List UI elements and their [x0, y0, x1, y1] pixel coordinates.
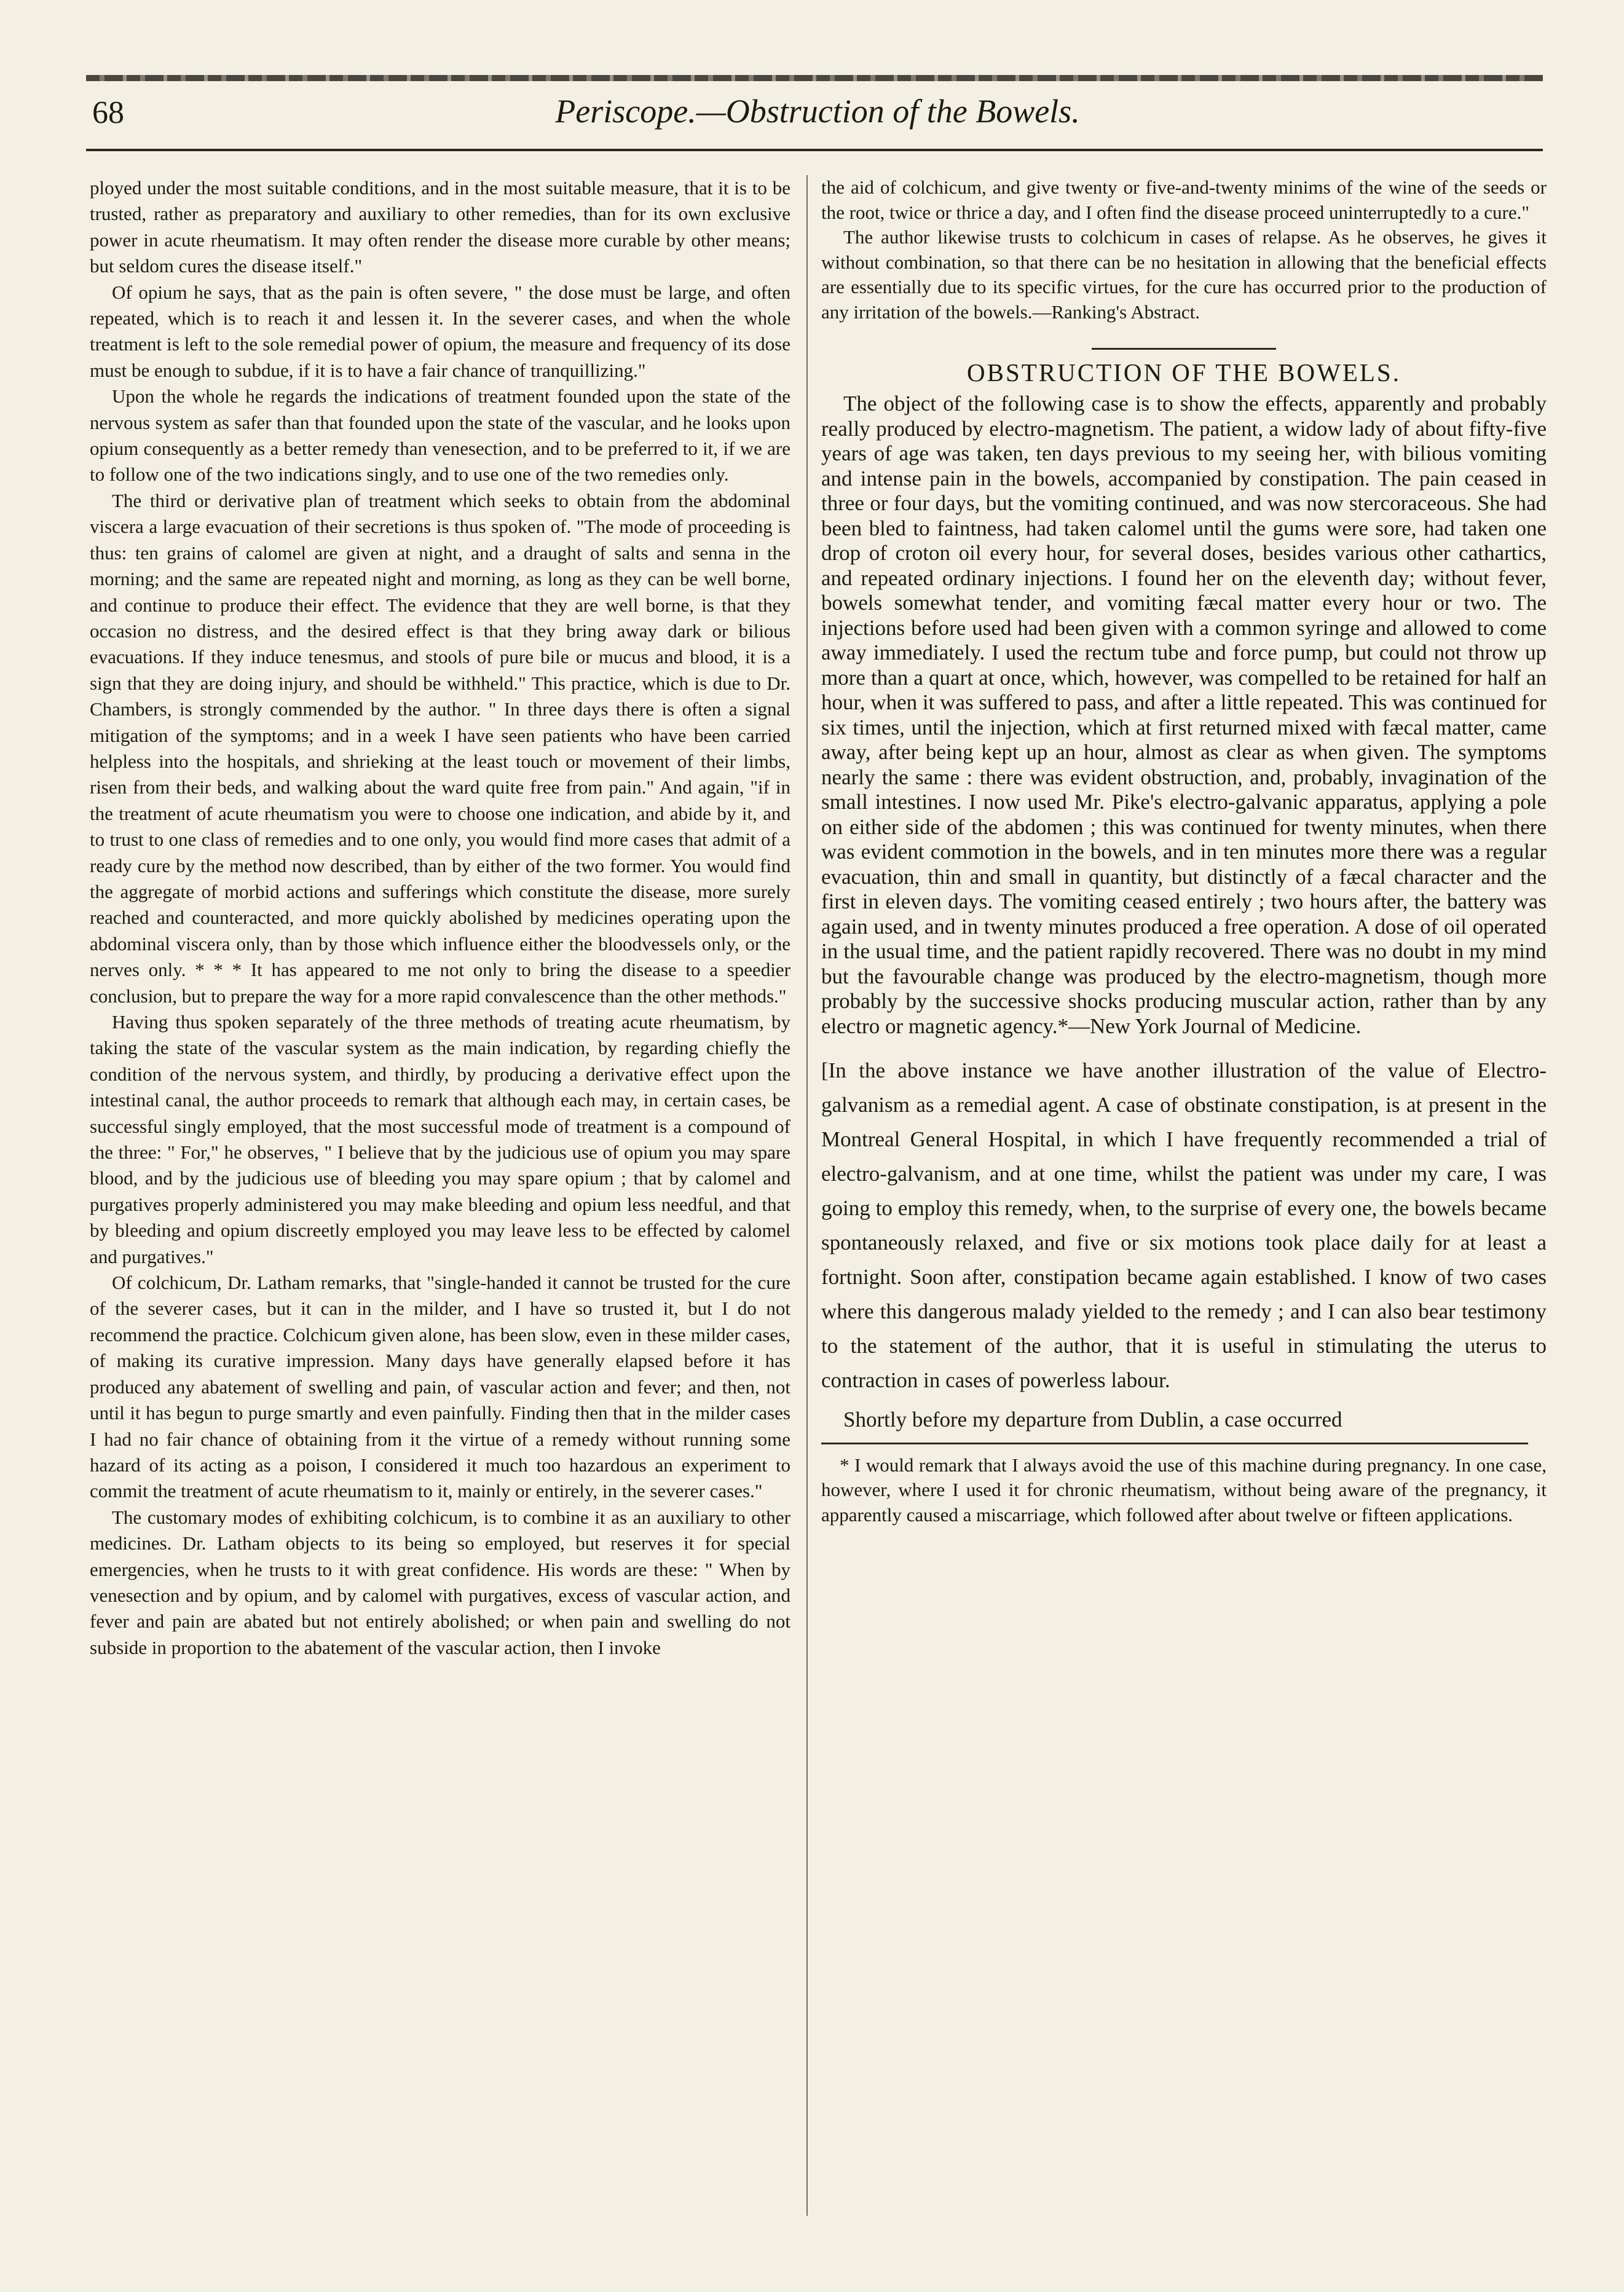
running-head: Periscope.—Obstruction of the Bowels.: [555, 93, 1080, 130]
left-paragraph: Upon the whole he regards the indications of treatment founded upon the state of the nervous system as safer than that founded upon the state of the vascular, and he looks upon opium consequently as a better remedy than venesection, and to be preferred to it, if we are to follow one of the two indications singly, and to use one of the two remedies only.: [90, 385, 790, 486]
column-divider: [806, 175, 808, 2216]
continuation-paragraph: [821, 1408, 1547, 1433]
right-paragraph: The author likewise trusts to colchicum in cases of relapse. As he observes, he gives it without combination, so that there can be no hesitation in allowing that the beneficial effects are essentially due to its specific virtues, for the cure has occurred prior to the production of any irritation of the bowels.—Ranking's Abstract.: [821, 226, 1547, 323]
right-column: [821, 175, 1547, 1527]
section-body: The object of the following case is to show the effects, apparently and probably really produced by electro-magnetism. The patient, a widow lady of about fifty-five years of age was taken, ten days previous to my seeing her, with bilious vomiting and intense pain in the bowels, accompanied by constipation. The pain ceased in three or four days, but the vomiting continued, and was now stercoraceous. She had been bled to faintness, had taken calomel until the gums were sore, had taken one drop of croton oil every hour, for several doses, besides various other cathartics, and repeated ordinary injections. I found her on the eleventh day; without fever, bowels somewhat tender, and vomiting fæcal matter every hour or two. The injections before used had been given with a common syringe and allowed to come away immediately. I used the rectum tube and force pump, but could not throw up more than a quart at once, which, however, was compelled to be retained for half an hour, when it was suffered to pass, and after a little repeated. This was continued for six times, until the injection, which at first returned mixed with fæcal matter, came away, after being kept up an hour, almost as clear as when given. The symptoms nearly the same : there was evident obstruction, and, probably, invagination of the small intestines. I now used Mr. Pike's electro-galvanic apparatus, applying a pole on either side of the abdomen ; this was continued for twenty minutes, when there was evident commotion in the bowels, and in ten minutes more there was a regular evacuation, thin and small in quantity, but distinctly of a fæcal character and the first in eleven days. The vomiting ceased entirely ; two hours after, the battery was again used, and in twenty minutes produced a free operation. A dose of oil operated in the usual time, and the patient rapidly recovered. There was no doubt in my mind but the favourable change was produced by the electro-magnetism, though more probably by the successive shocks producing muscular action, rather than by any electro or magnetic agency.*—New York Journal of Medicine.: [821, 392, 1547, 1038]
section-rule: [1092, 348, 1276, 350]
top-ornamental-rule: [86, 75, 1543, 81]
left-paragraph: Having thus spoken separately of the three methods of treating acute rheumatism, by taking the state of the vascular system as the main indication, by regarding chiefly the condition of the nervous system, and thirdly, by producing a derivative effect upon the intestinal canal, the author proceeds to remark that although each may, in certain cases, be successful singly employed, that the most successful mode of treatment is a compound of the three: " For," he observes, " I believe that by the judicious use of opium you may spare blood, and by the judicious use of bleeding you may spare opium ; that by calomel and purgatives properly administered you may make bleeding and opium less needful, and that by bleeding and opium discreetly employed you may leave less to be effected by calomel and purgatives.": [90, 1011, 790, 1267]
left-paragraph: Of opium he says, that as the pain is often severe, " the dose must be large, and often repeated, which is to reach it and lessen it. In the severer cases, and when the whole treatment is left to the sole remedial power of opium, the measure and frequency of its dose must be enough to subdue, if it is to have a fair chance of tranquillizing.": [90, 281, 790, 381]
right-paragraph: the aid of colchicum, and give twenty or five-and-twenty minims of the wine of the seeds or the root, twice or thrice a day, and I often find the disease proceed uninterruptedly to a cure.": [821, 176, 1547, 223]
left-paragraph: The customary modes of exhibiting colchicum, is to combine it as an auxiliary to other medicines. Dr. Latham objects to its being so employed, but reserves it for special emergencies, when he trusts to it with great confidence. His words are these: " When by venesection and by opium, and by calomel with purgatives, excess of vascular action, and fever and pain are abated but not entirely abolished; or when pain and swelling do not subside in proportion to the abatement of the vascular action, then I invoke: [90, 1506, 790, 1658]
page-header: [92, 92, 1543, 148]
editor-note: [821, 1053, 1547, 1398]
footnote-rule: [821, 1443, 1528, 1444]
left-paragraph: The third or derivative plan of treatment which seeks to obtain from the abdominal viscera a large evacuation of their secretions is thus spoken of. "The mode of proceeding is thus: ten grains of calomel are given at night, and a draught of salts and senna in the morning; and the same are repeated night and morning, as long as they can be well borne, and continue to produce their effect. The evidence that they are well borne, is that they occasion no distress, and the desired effect is that they bring away dark or bilious evacuations. If they induce tenesmus, and stools of pure bile or mucus and blood, it is a sign that they are doing injury, and should be withheld." This practice, which is due to Dr. Chambers, is strongly commended by the author. " In three days there is often a signal mitigation of the symptoms; and in a week I have seen patients who have been carried helpless into the hospitals, and shrieking at the least touch or movement of their limbs, risen from their beds, and walking about the ward quite free from pain." And again, "if in the treatment of acute rheumatism you were to choose one indication, and abide by it, and to trust to one class of remedies and to one only, you would find more cases that admit of a ready cure by the method now described, than by either of the two former. You would find the aggregate of morbid actions and sufferings which constitute the disease, more surely reached and counteracted, and more quickly abolished by medicines operating upon the abdominal viscera only, than by those which influence either the bloodvessels only, or the nerves only. * * * It has appeared to me not only to bring the disease to a speedier conclusion, but to prepare the way for a more rapid convalescence than the other methods.": [90, 489, 790, 1007]
left-paragraph: Of colchicum, Dr. Latham remarks, that "single-handed it cannot be trusted for the cure of the severer cases, but it can in the milder, and I have so trusted it, but I do not recommend the practice. Colchicum given alone, has been slow, even in these milder cases, of making its curative impression. Many days have generally elapsed before it has produced any abatement of swelling and pain, of vascular action and fever; and then, not until it has begun to purge smartly and even painfully. Finding then that in the milder cases I had no fair chance of obtaining from it the virtue of a remedy without running some hazard of its acting as a poison, I considered it much too hazardous an experiment to commit the treatment of acute rheumatism to it, mainly or entirely, in the severer cases.": [90, 1272, 790, 1502]
left-column: [90, 175, 790, 1661]
editor-note-text: [In the above instance we have another illustration of the value of Electro-galvanism as a remedial agent. A case of obstinate constipation, is at present in the Montreal General Hospital, in which I have frequently recommended a trial of electro-galvanism, and at one time, whilst the patient was under my care, I was going to employ this remedy, when, to the surprise of every one, the bowels became spontaneously relaxed, and five or six motions took place daily for at least a fortnight. Soon after, constipation became again established. I know of two cases where this dangerous malady yielded to the remedy ; and I can also bear testimony to the statement of the author, that it is useful in stimulating the uterus to contraction in cases of powerless labour.: [821, 1058, 1547, 1393]
footnote-text: * I would remark that I always avoid the use of this machine during pregnancy. In one case, however, where I used it for chronic rheumatism, without being aware of the pregnancy, it apparently caused a miscarriage, which followed after about twelve or fifteen applications.: [821, 1454, 1547, 1526]
obstruction-section: [821, 348, 1547, 1039]
section-title: OBSTRUCTION OF THE BOWELS.: [967, 358, 1401, 387]
continuation-text: Shortly before my departure from Dublin, a case occurred: [843, 1408, 1342, 1432]
header-rule: [86, 149, 1543, 151]
left-paragraph: ployed under the most suitable conditions, and in the most suitable measure, that it is to be trusted, rather as preparatory and auxiliary to other remedies, than for its own exclusive power in acute rheumatism. It may often render the disease more curable by other means; but seldom cures the disease itself.": [90, 177, 790, 277]
page-number: 68: [92, 95, 124, 130]
footnote: [821, 1453, 1547, 1528]
